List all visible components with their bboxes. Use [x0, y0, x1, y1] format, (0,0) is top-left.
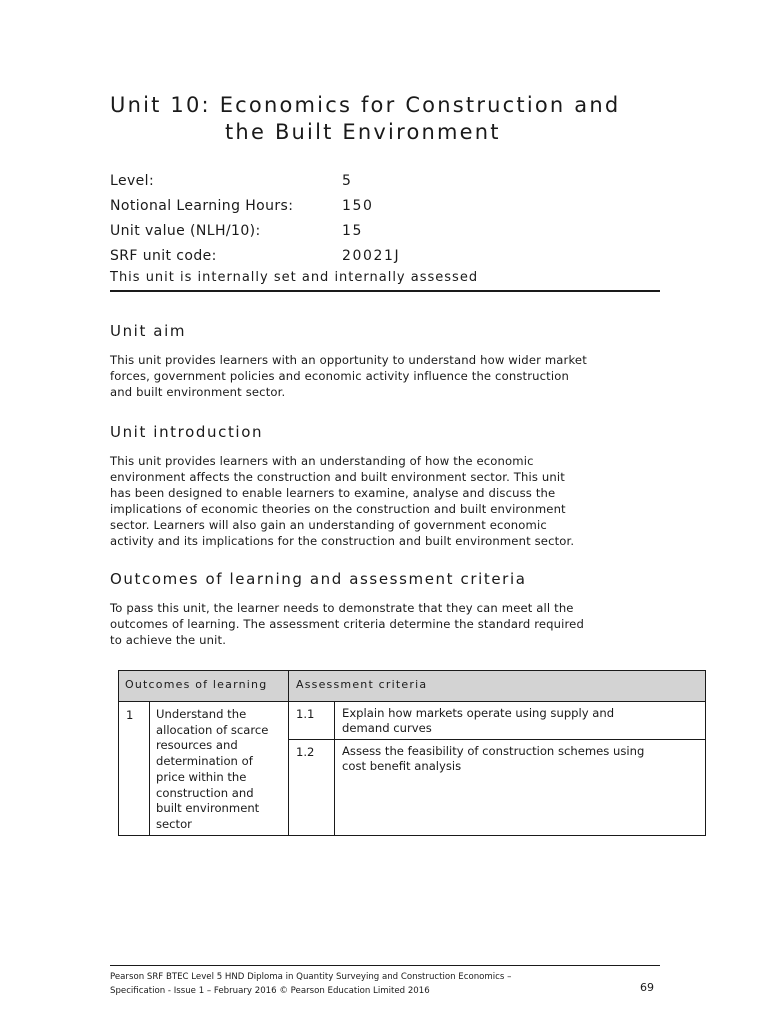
- text-line: forces, government policies and economic activity influence the construction: [110, 369, 569, 383]
- text-line: cost benefit analysis: [342, 758, 462, 773]
- text-line: This unit provides learners with an opportunity to understand how wider market: [110, 353, 587, 367]
- outcomes-criteria-table: [118, 670, 706, 836]
- outcomes-heading: Outcomes of learning and assessment criteria: [110, 570, 527, 588]
- outcome-number: 1: [119, 702, 150, 835]
- criterion-number: 1.1: [289, 702, 335, 739]
- unit-introduction-heading: Unit introduction: [110, 423, 264, 441]
- text-line: Assess the feasibility of construction schemes using: [342, 744, 645, 758]
- text-line: Explain how markets operate using supply and: [342, 706, 615, 720]
- meta-value: 20021J: [342, 248, 401, 264]
- meta-label: Unit value (NLH/10):: [110, 223, 261, 239]
- criterion-number: 1.2: [289, 740, 335, 835]
- text-line: This unit provides learners with an understanding of how the economic: [110, 454, 534, 468]
- criterion-text: [335, 702, 705, 735]
- text-line: price within the: [156, 769, 247, 784]
- outcome-text: [150, 702, 289, 835]
- meta-row-unit-code: [110, 245, 660, 270]
- table-row: [119, 702, 705, 835]
- footer-line-1: Pearson SRF BTEC Level 5 HND Diploma in Quantity Surveying and Construction Economics –: [110, 972, 512, 982]
- unit-meta-table: [110, 170, 660, 270]
- text-line: determination of: [156, 754, 253, 769]
- criterion-text: [335, 740, 705, 773]
- page-number: 69: [640, 981, 654, 994]
- criterion-row: [289, 740, 705, 835]
- meta-row-learning-hours: [110, 195, 660, 220]
- text-line: environment affects the construction and built environment sector. This unit: [110, 470, 565, 484]
- footer-text: [110, 970, 570, 998]
- text-line: Understand the: [156, 707, 247, 721]
- unit-aim-heading: Unit aim: [110, 322, 187, 340]
- text-line: sector: [156, 816, 192, 831]
- text-line: allocation of scarce: [156, 722, 269, 737]
- footer-line-2: Specification - Issue 1 – February 2016 © Pearson Education Limited 2016: [110, 986, 430, 996]
- text-line: sector. Learners will also gain an understanding of government economic: [110, 518, 547, 532]
- text-line: has been designed to enable learners to examine, analyse and discuss the: [110, 486, 556, 500]
- meta-row-unit-value: [110, 220, 660, 245]
- meta-value: 15: [342, 223, 364, 239]
- text-line: implications of economic theories on the construction and built environment: [110, 502, 566, 516]
- meta-label: Level:: [110, 173, 155, 189]
- unit-title: [110, 92, 730, 146]
- text-line: demand curves: [342, 720, 432, 735]
- outcomes-text: [110, 600, 650, 648]
- header-outcomes-of-learning: Outcomes of learning: [119, 671, 289, 701]
- meta-label: Notional Learning Hours:: [110, 198, 294, 214]
- table-header-row: [119, 671, 705, 702]
- assessment-note: This unit is internally set and internally assessed: [110, 270, 660, 292]
- criterion-row: [289, 702, 705, 740]
- text-line: built environment: [156, 801, 260, 816]
- meta-value: 5: [342, 173, 353, 189]
- unit-aim-text: [110, 352, 650, 400]
- text-line: to achieve the unit.: [110, 633, 227, 647]
- meta-label: SRF unit code:: [110, 248, 217, 264]
- unit-title-line-2: the Built Environment: [225, 120, 501, 144]
- footer-divider: [110, 965, 660, 966]
- unit-title-line-1: Unit 10: Economics for Construction and: [110, 93, 621, 117]
- unit-introduction-text: [110, 453, 650, 549]
- header-assessment-criteria: Assessment criteria: [296, 678, 428, 691]
- text-line: and built environment sector.: [110, 385, 286, 399]
- meta-row-level: [110, 170, 660, 195]
- text-line: To pass this unit, the learner needs to demonstrate that they can meet all the: [110, 601, 574, 615]
- text-line: outcomes of learning. The assessment criteria determine the standard required: [110, 617, 584, 631]
- text-line: construction and: [156, 785, 254, 800]
- text-line: activity and its implications for the construction and built environment sector.: [110, 534, 575, 548]
- meta-value: 150: [342, 198, 374, 214]
- text-line: resources and: [156, 738, 238, 753]
